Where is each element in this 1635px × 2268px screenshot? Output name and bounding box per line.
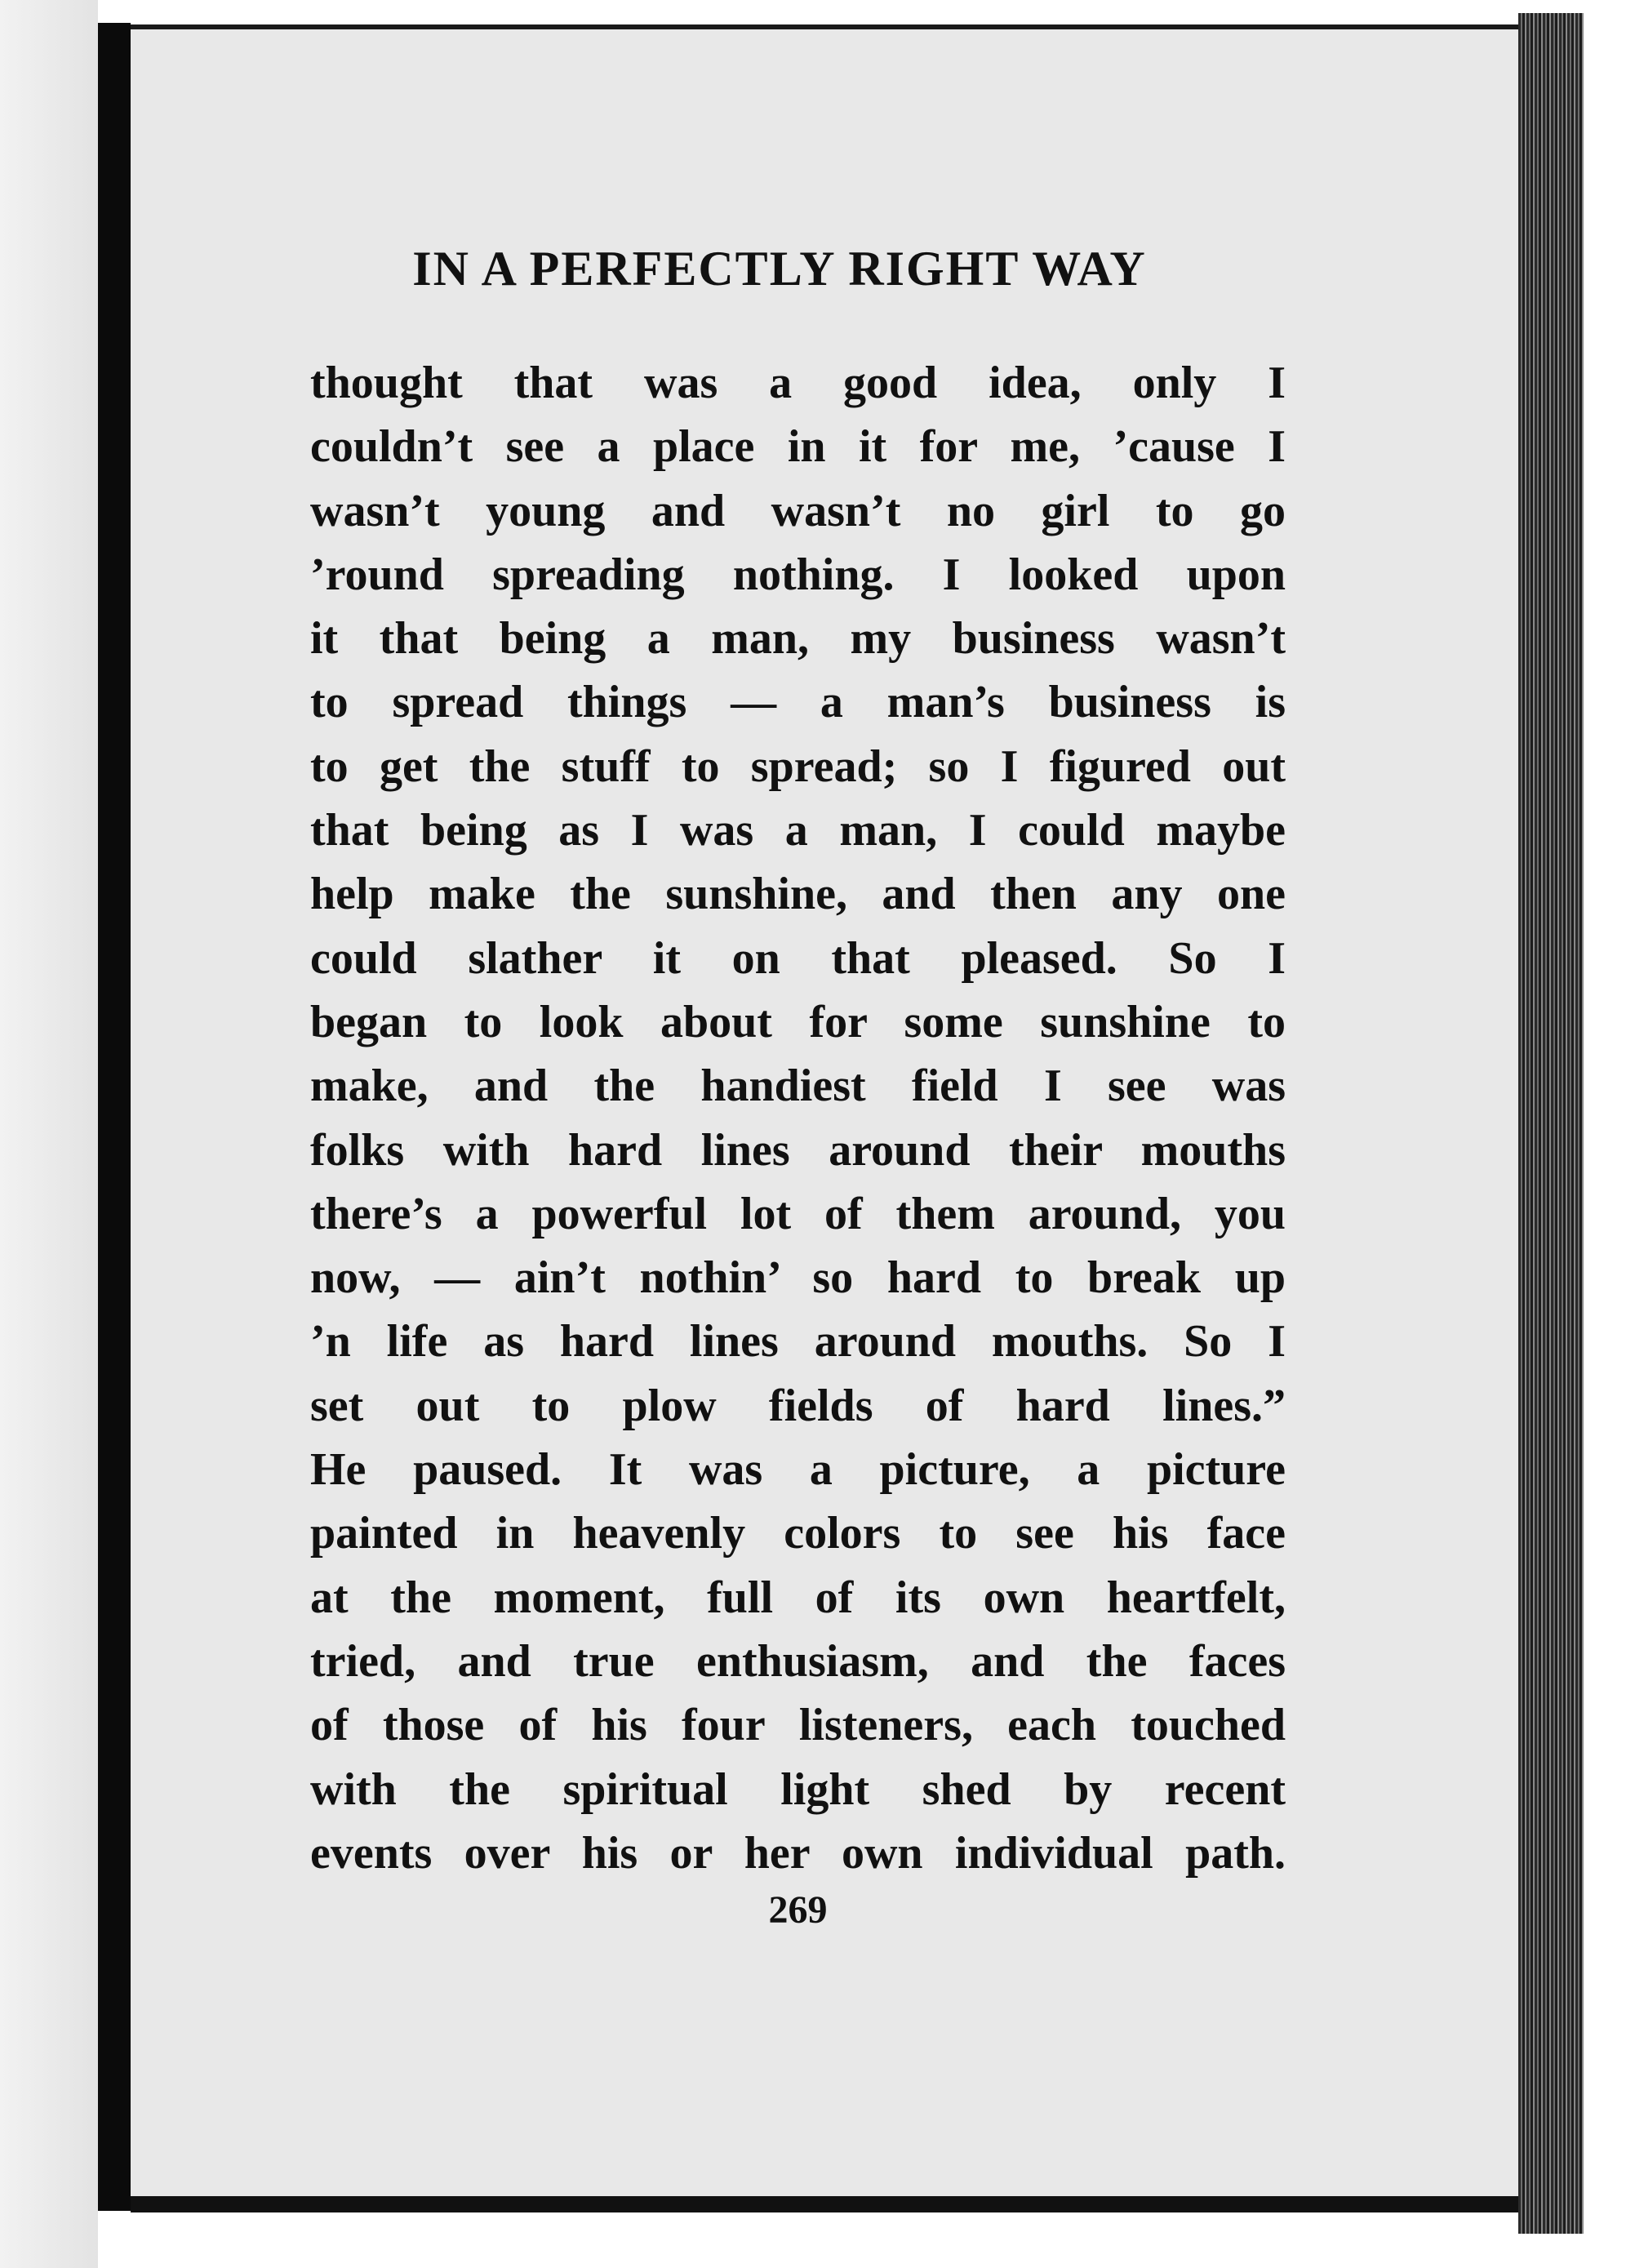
body-text	[310, 351, 1286, 1885]
text-line: events over his or her own individual path.	[310, 1827, 1286, 1879]
text-line: that being as I was a man, I could maybe	[310, 805, 1286, 856]
text-line: tried, and true enthusiasm, and the faces	[310, 1635, 1286, 1687]
text-line: couldn’t see a place in it for me, ’cause I	[310, 421, 1286, 473]
text-line: to get the stuff to spread; so I figured out	[310, 740, 1286, 792]
text-line: thought that was a good idea, only I	[310, 358, 1286, 408]
text-line: make, and the handiest field I see was	[310, 1061, 1286, 1112]
scan-margin-left	[0, 0, 98, 2268]
text-line: painted in heavenly colors to see his face	[310, 1508, 1286, 1559]
text-line: to spread things — a man’s business is	[310, 677, 1286, 728]
page-bottom-edge	[131, 2196, 1518, 2212]
text-line: it that being a man, my business wasn’t	[310, 613, 1286, 665]
text-line: folks with hard lines around their mouths	[310, 1124, 1286, 1176]
book-binding-edge	[98, 23, 131, 2211]
text-line: wasn’t young and wasn’t no girl to go	[310, 485, 1286, 536]
text-line: began to look about for some sunshine to	[310, 996, 1286, 1047]
running-head: IN A PERFECTLY RIGHT WAY	[412, 242, 1147, 296]
text-line: ’round spreading nothing. I looked upon	[310, 549, 1286, 600]
text-line: could slather it on that pleased. So I	[310, 932, 1286, 984]
text-line: there’s a powerful lot of them around, you	[310, 1188, 1286, 1239]
page-number: 269	[768, 1888, 828, 1932]
text-line: set out to plow fields of hard lines.”	[310, 1380, 1286, 1431]
text-line: now, — ain’t nothin’ so hard to break up	[310, 1252, 1286, 1304]
text-line: of those of his four listeners, each touched	[310, 1700, 1286, 1751]
text-line: He paused. It was a picture, a picture	[310, 1444, 1286, 1496]
text-line: at the moment, full of its own heartfelt,	[310, 1572, 1286, 1623]
text-line: ’n life as hard lines around mouths. So I	[310, 1316, 1286, 1367]
text-line: with the spiritual light shed by recent	[310, 1763, 1286, 1815]
book-fore-edge	[1518, 13, 1584, 2234]
scan-margin-right	[1584, 0, 1635, 2268]
text-line: help make the sunshine, and then any one	[310, 869, 1286, 920]
